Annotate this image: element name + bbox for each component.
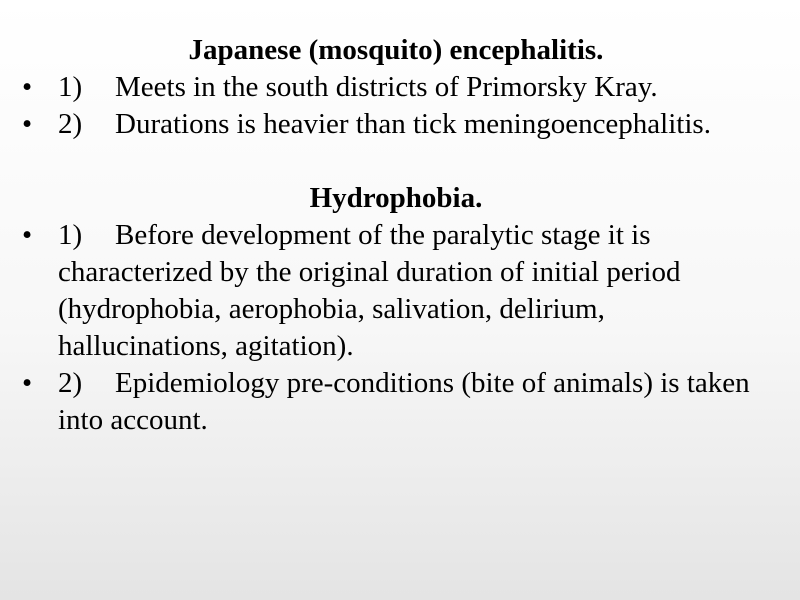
item-text: Epidemiology pre-conditions (bite of animals) is taken into account. <box>58 367 750 436</box>
item-text: Meets in the south districts of Primorsky Kray. <box>115 71 658 103</box>
list-item-hydrophobia-2 <box>22 365 770 439</box>
section-title-hydrophobia: Hydrophobia. <box>309 182 483 214</box>
item-text: Before development of the paralytic stage it is characterized by the original duration of initial period (hydrophobia, aerophobia, salivation, delirium, hallucinations, agitation). <box>58 219 681 362</box>
item-text: Durations is heavier than tick meningoencephalitis. <box>115 108 711 140</box>
section-spacer <box>22 143 770 180</box>
item-number: 2) <box>58 108 83 140</box>
bullet-icon: • <box>22 108 33 140</box>
bullet-icon: • <box>22 367 33 399</box>
section-title-japanese-encephalitis: Japanese (mosquito) encephalitis. <box>188 34 604 66</box>
bullet-icon: • <box>22 219 33 251</box>
item-number: 2) <box>58 367 83 399</box>
list-item-japanese-2 <box>22 106 770 143</box>
item-number: 1) <box>58 71 83 103</box>
bullet-icon: • <box>22 71 33 103</box>
item-number: 1) <box>58 219 83 251</box>
list-item-hydrophobia-1 <box>22 217 770 365</box>
list-item-japanese-1 <box>22 69 770 106</box>
